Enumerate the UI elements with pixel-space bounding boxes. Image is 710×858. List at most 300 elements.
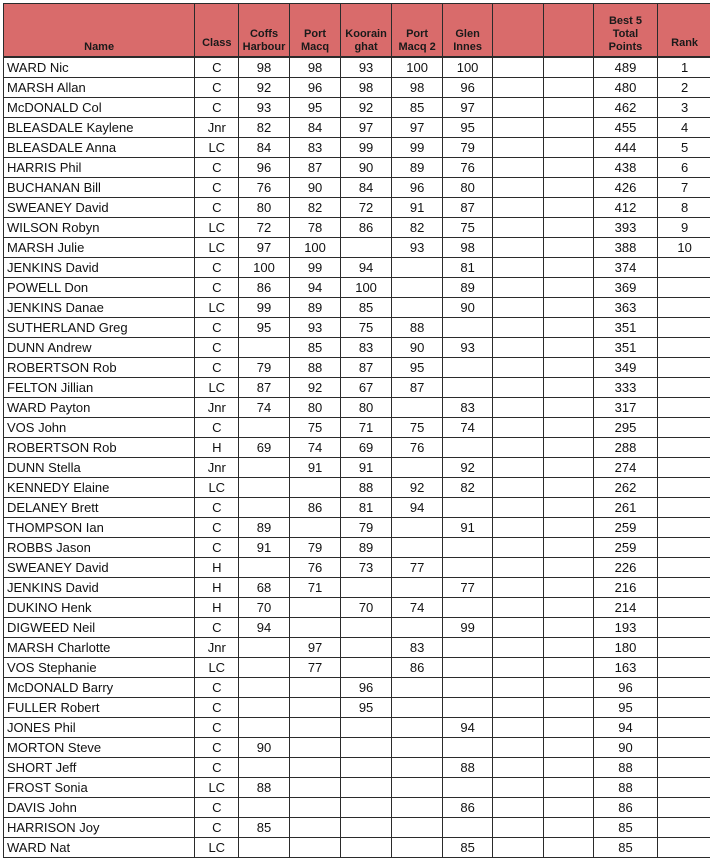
port-macq-2-cell: 89 <box>391 158 443 178</box>
glen-innes-cell: 88 <box>443 758 492 778</box>
best5-total-cell: 85 <box>593 838 657 858</box>
rank-cell <box>658 358 710 378</box>
coffs-harbour-cell: 99 <box>239 298 289 318</box>
port-macq-cell: 84 <box>289 118 341 138</box>
rank-cell <box>658 398 710 418</box>
coffs-harbour-cell <box>239 458 289 478</box>
coffs-harbour-cell: 86 <box>239 278 289 298</box>
rank-cell: 6 <box>658 158 710 178</box>
port-macq-2-cell <box>391 518 443 538</box>
class-cell: LC <box>195 138 239 158</box>
blank-cell <box>492 238 544 258</box>
class-cell: C <box>195 798 239 818</box>
coffs-harbour-cell: 97 <box>239 238 289 258</box>
best5-total-cell: 226 <box>593 558 657 578</box>
table-row <box>4 498 710 518</box>
port-macq-cell: 85 <box>289 338 341 358</box>
blank-cell <box>492 138 544 158</box>
blank-cell <box>492 818 544 838</box>
table-row <box>4 418 710 438</box>
blank-cell <box>544 318 593 338</box>
table-row <box>4 218 710 238</box>
name-cell: BUCHANAN Bill <box>4 178 195 198</box>
glen-innes-cell <box>443 818 492 838</box>
name-cell: WARD Nic <box>4 57 195 78</box>
port-macq-cell: 100 <box>289 238 341 258</box>
col-header-port-macq-2: Port Macq 2 <box>391 4 443 58</box>
port-macq-2-cell <box>391 698 443 718</box>
name-cell: JENKINS Danae <box>4 298 195 318</box>
coffs-harbour-cell: 80 <box>239 198 289 218</box>
rank-cell <box>658 598 710 618</box>
blank-cell <box>544 98 593 118</box>
best5-total-cell: 88 <box>593 758 657 778</box>
port-macq-2-cell: 95 <box>391 358 443 378</box>
rank-cell <box>658 338 710 358</box>
port-macq-cell <box>289 738 341 758</box>
best5-total-cell: 86 <box>593 798 657 818</box>
blank-cell <box>544 758 593 778</box>
coffs-harbour-cell: 87 <box>239 378 289 398</box>
class-cell: C <box>195 258 239 278</box>
blank-cell <box>492 578 544 598</box>
glen-innes-cell: 83 <box>443 398 492 418</box>
class-cell: C <box>195 78 239 98</box>
port-macq-2-cell: 92 <box>391 478 443 498</box>
class-cell: C <box>195 758 239 778</box>
blank-cell <box>492 778 544 798</box>
rank-cell <box>658 778 710 798</box>
blank-cell <box>492 498 544 518</box>
koorainghat-cell <box>341 238 391 258</box>
koorainghat-cell <box>341 818 391 838</box>
port-macq-cell: 79 <box>289 538 341 558</box>
blank-cell <box>544 78 593 98</box>
class-cell: Jnr <box>195 398 239 418</box>
blank-cell <box>492 198 544 218</box>
name-cell: MARSH Charlotte <box>4 638 195 658</box>
koorainghat-cell: 70 <box>341 598 391 618</box>
glen-innes-cell: 89 <box>443 278 492 298</box>
rank-cell <box>658 478 710 498</box>
name-cell: FROST Sonia <box>4 778 195 798</box>
best5-total-cell: 444 <box>593 138 657 158</box>
koorainghat-cell: 98 <box>341 78 391 98</box>
class-cell: C <box>195 618 239 638</box>
best5-total-cell: 374 <box>593 258 657 278</box>
blank-cell <box>544 118 593 138</box>
port-macq-2-cell: 100 <box>391 57 443 78</box>
class-cell: C <box>195 718 239 738</box>
blank-cell <box>544 138 593 158</box>
blank-cell <box>544 818 593 838</box>
name-cell: HARRIS Phil <box>4 158 195 178</box>
koorainghat-cell: 80 <box>341 398 391 418</box>
best5-total-cell: 295 <box>593 418 657 438</box>
coffs-harbour-cell: 96 <box>239 158 289 178</box>
table-row <box>4 78 710 98</box>
port-macq-2-cell: 76 <box>391 438 443 458</box>
koorainghat-cell <box>341 738 391 758</box>
class-cell: H <box>195 598 239 618</box>
blank-cell <box>492 558 544 578</box>
rank-cell <box>658 298 710 318</box>
koorainghat-cell: 71 <box>341 418 391 438</box>
coffs-harbour-cell <box>239 658 289 678</box>
name-cell: MARSH Julie <box>4 238 195 258</box>
blank-cell <box>544 238 593 258</box>
class-cell: LC <box>195 478 239 498</box>
rank-cell: 5 <box>658 138 710 158</box>
koorainghat-cell: 69 <box>341 438 391 458</box>
blank-cell <box>544 738 593 758</box>
coffs-harbour-cell <box>239 418 289 438</box>
coffs-harbour-cell <box>239 678 289 698</box>
blank-cell <box>544 678 593 698</box>
koorainghat-cell: 87 <box>341 358 391 378</box>
blank-cell <box>544 57 593 78</box>
port-macq-cell: 95 <box>289 98 341 118</box>
best5-total-cell: 180 <box>593 638 657 658</box>
blank-cell <box>492 178 544 198</box>
name-cell: ROBERTSON Rob <box>4 358 195 378</box>
blank-cell <box>492 538 544 558</box>
blank-cell <box>492 438 544 458</box>
glen-innes-cell: 76 <box>443 158 492 178</box>
port-macq-2-cell: 74 <box>391 598 443 618</box>
blank-cell <box>492 158 544 178</box>
coffs-harbour-cell: 98 <box>239 57 289 78</box>
best5-total-cell: 426 <box>593 178 657 198</box>
coffs-harbour-cell <box>239 798 289 818</box>
port-macq-2-cell <box>391 818 443 838</box>
port-macq-2-cell <box>391 258 443 278</box>
port-macq-cell: 97 <box>289 638 341 658</box>
blank-cell <box>544 198 593 218</box>
class-cell: LC <box>195 658 239 678</box>
port-macq-2-cell <box>391 778 443 798</box>
name-cell: WILSON Robyn <box>4 218 195 238</box>
glen-innes-cell: 74 <box>443 418 492 438</box>
rank-cell <box>658 498 710 518</box>
coffs-harbour-cell: 82 <box>239 118 289 138</box>
table-row <box>4 138 710 158</box>
table-row <box>4 598 710 618</box>
table-row <box>4 478 710 498</box>
blank-cell <box>492 798 544 818</box>
koorainghat-cell: 85 <box>341 298 391 318</box>
port-macq-cell <box>289 718 341 738</box>
name-cell: DELANEY Brett <box>4 498 195 518</box>
blank-cell <box>544 698 593 718</box>
glen-innes-cell: 93 <box>443 338 492 358</box>
rank-cell: 3 <box>658 98 710 118</box>
coffs-harbour-cell: 88 <box>239 778 289 798</box>
rank-cell: 7 <box>658 178 710 198</box>
table-row <box>4 258 710 278</box>
rank-cell <box>658 558 710 578</box>
port-macq-2-cell <box>391 538 443 558</box>
class-cell: H <box>195 438 239 458</box>
table-row <box>4 638 710 658</box>
best5-total-cell: 351 <box>593 338 657 358</box>
glen-innes-cell: 80 <box>443 178 492 198</box>
best5-total-cell: 90 <box>593 738 657 758</box>
blank-cell <box>492 118 544 138</box>
rank-cell <box>658 458 710 478</box>
name-cell: THOMPSON Ian <box>4 518 195 538</box>
blank-cell <box>492 298 544 318</box>
blank-cell <box>544 358 593 378</box>
name-cell: JONES Phil <box>4 718 195 738</box>
rank-cell <box>658 678 710 698</box>
blank-cell <box>492 758 544 778</box>
koorainghat-cell: 90 <box>341 158 391 178</box>
name-cell: DAVIS John <box>4 798 195 818</box>
blank-cell <box>492 618 544 638</box>
blank-cell <box>544 578 593 598</box>
port-macq-cell: 90 <box>289 178 341 198</box>
best5-total-cell: 214 <box>593 598 657 618</box>
glen-innes-cell: 90 <box>443 298 492 318</box>
port-macq-2-cell <box>391 758 443 778</box>
glen-innes-cell: 77 <box>443 578 492 598</box>
name-cell: WARD Nat <box>4 838 195 858</box>
port-macq-cell: 77 <box>289 658 341 678</box>
name-cell: WARD Payton <box>4 398 195 418</box>
port-macq-cell: 98 <box>289 57 341 78</box>
rank-cell <box>658 418 710 438</box>
best5-total-cell: 388 <box>593 238 657 258</box>
koorainghat-cell: 81 <box>341 498 391 518</box>
port-macq-2-cell: 82 <box>391 218 443 238</box>
port-macq-2-cell: 94 <box>391 498 443 518</box>
glen-innes-cell: 100 <box>443 57 492 78</box>
name-cell: VOS Stephanie <box>4 658 195 678</box>
class-cell: C <box>195 57 239 78</box>
class-cell: C <box>195 498 239 518</box>
name-cell: BLEASDALE Anna <box>4 138 195 158</box>
best5-total-cell: 216 <box>593 578 657 598</box>
best5-total-cell: 274 <box>593 458 657 478</box>
rank-cell: 10 <box>658 238 710 258</box>
koorainghat-cell: 99 <box>341 138 391 158</box>
name-cell: VOS John <box>4 418 195 438</box>
blank-cell <box>544 298 593 318</box>
class-cell: H <box>195 558 239 578</box>
table-row <box>4 458 710 478</box>
table-row <box>4 578 710 598</box>
glen-innes-cell <box>443 438 492 458</box>
glen-innes-cell <box>443 378 492 398</box>
glen-innes-cell: 99 <box>443 618 492 638</box>
rank-cell <box>658 698 710 718</box>
class-cell: C <box>195 278 239 298</box>
coffs-harbour-cell: 84 <box>239 138 289 158</box>
table-row <box>4 118 710 138</box>
blank-cell <box>544 538 593 558</box>
koorainghat-cell: 92 <box>341 98 391 118</box>
col-header-name: Name <box>4 4 195 58</box>
blank-cell <box>492 658 544 678</box>
port-macq-2-cell: 86 <box>391 658 443 678</box>
rank-cell <box>658 438 710 458</box>
port-macq-2-cell: 99 <box>391 138 443 158</box>
koorainghat-cell <box>341 798 391 818</box>
port-macq-2-cell: 93 <box>391 238 443 258</box>
table-row <box>4 198 710 218</box>
glen-innes-cell <box>443 538 492 558</box>
glen-innes-cell: 95 <box>443 118 492 138</box>
blank-cell <box>544 418 593 438</box>
rank-cell <box>658 518 710 538</box>
koorainghat-cell <box>341 718 391 738</box>
port-macq-cell: 76 <box>289 558 341 578</box>
name-cell: MARSH Allan <box>4 78 195 98</box>
name-cell: MORTON Steve <box>4 738 195 758</box>
rank-cell: 8 <box>658 198 710 218</box>
best5-total-cell: 455 <box>593 118 657 138</box>
port-macq-cell <box>289 598 341 618</box>
blank-cell <box>544 598 593 618</box>
port-macq-cell <box>289 818 341 838</box>
coffs-harbour-cell: 74 <box>239 398 289 418</box>
coffs-harbour-cell <box>239 558 289 578</box>
col-header-blank-2 <box>544 4 593 58</box>
glen-innes-cell <box>443 738 492 758</box>
blank-cell <box>492 338 544 358</box>
name-cell: ROBBS Jason <box>4 538 195 558</box>
port-macq-2-cell: 96 <box>391 178 443 198</box>
class-cell: C <box>195 358 239 378</box>
blank-cell <box>544 718 593 738</box>
coffs-harbour-cell: 100 <box>239 258 289 278</box>
col-header-port-macq: Port Macq <box>289 4 341 58</box>
koorainghat-cell: 89 <box>341 538 391 558</box>
best5-total-cell: 480 <box>593 78 657 98</box>
port-macq-2-cell: 85 <box>391 98 443 118</box>
glen-innes-cell: 85 <box>443 838 492 858</box>
blank-cell <box>544 658 593 678</box>
table-row <box>4 98 710 118</box>
header-row <box>4 4 710 58</box>
name-cell: DUNN Stella <box>4 458 195 478</box>
name-cell: FULLER Robert <box>4 698 195 718</box>
name-cell: POWELL Don <box>4 278 195 298</box>
koorainghat-cell <box>341 578 391 598</box>
rank-cell <box>658 538 710 558</box>
coffs-harbour-cell: 69 <box>239 438 289 458</box>
rank-cell <box>658 318 710 338</box>
coffs-harbour-cell: 90 <box>239 738 289 758</box>
name-cell: SUTHERLAND Greg <box>4 318 195 338</box>
port-macq-cell <box>289 618 341 638</box>
best5-total-cell: 95 <box>593 698 657 718</box>
col-header-coffs-harbour: Coffs Harbour <box>239 4 289 58</box>
class-cell: C <box>195 338 239 358</box>
blank-cell <box>544 518 593 538</box>
port-macq-cell: 80 <box>289 398 341 418</box>
port-macq-2-cell <box>391 618 443 638</box>
port-macq-cell <box>289 758 341 778</box>
port-macq-cell <box>289 678 341 698</box>
blank-cell <box>492 678 544 698</box>
port-macq-2-cell <box>391 718 443 738</box>
port-macq-2-cell: 77 <box>391 558 443 578</box>
results-table <box>3 3 710 858</box>
coffs-harbour-cell <box>239 698 289 718</box>
name-cell: SHORT Jeff <box>4 758 195 778</box>
port-macq-cell: 94 <box>289 278 341 298</box>
table-row <box>4 758 710 778</box>
blank-cell <box>544 398 593 418</box>
class-cell: C <box>195 198 239 218</box>
best5-total-cell: 369 <box>593 278 657 298</box>
port-macq-cell: 99 <box>289 258 341 278</box>
table-row <box>4 398 710 418</box>
table-row <box>4 178 710 198</box>
koorainghat-cell: 67 <box>341 378 391 398</box>
blank-cell <box>544 798 593 818</box>
port-macq-2-cell <box>391 458 443 478</box>
koorainghat-cell: 75 <box>341 318 391 338</box>
coffs-harbour-cell: 72 <box>239 218 289 238</box>
best5-total-cell: 163 <box>593 658 657 678</box>
rank-cell: 1 <box>658 57 710 78</box>
col-header-best5-total: Best 5 Total Points <box>593 4 657 58</box>
port-macq-cell <box>289 778 341 798</box>
blank-cell <box>492 418 544 438</box>
class-cell: C <box>195 818 239 838</box>
glen-innes-cell: 98 <box>443 238 492 258</box>
name-cell: DUNN Andrew <box>4 338 195 358</box>
coffs-harbour-cell: 91 <box>239 538 289 558</box>
blank-cell <box>544 338 593 358</box>
coffs-harbour-cell: 85 <box>239 818 289 838</box>
port-macq-cell: 71 <box>289 578 341 598</box>
glen-innes-cell: 97 <box>443 98 492 118</box>
glen-innes-cell: 94 <box>443 718 492 738</box>
port-macq-2-cell: 75 <box>391 418 443 438</box>
port-macq-2-cell <box>391 578 443 598</box>
blank-cell <box>492 78 544 98</box>
class-cell: C <box>195 698 239 718</box>
coffs-harbour-cell: 79 <box>239 358 289 378</box>
blank-cell <box>492 478 544 498</box>
coffs-harbour-cell: 76 <box>239 178 289 198</box>
class-cell: C <box>195 678 239 698</box>
rank-cell <box>658 578 710 598</box>
best5-total-cell: 438 <box>593 158 657 178</box>
port-macq-2-cell: 91 <box>391 198 443 218</box>
port-macq-cell: 96 <box>289 78 341 98</box>
table-row <box>4 818 710 838</box>
rank-cell: 2 <box>658 78 710 98</box>
blank-cell <box>492 358 544 378</box>
col-header-koorainghat: Koorain ghat <box>341 4 391 58</box>
glen-innes-cell: 75 <box>443 218 492 238</box>
coffs-harbour-cell: 94 <box>239 618 289 638</box>
table-row <box>4 378 710 398</box>
koorainghat-cell <box>341 658 391 678</box>
glen-innes-cell <box>443 598 492 618</box>
best5-total-cell: 393 <box>593 218 657 238</box>
rank-cell: 9 <box>658 218 710 238</box>
coffs-harbour-cell <box>239 718 289 738</box>
best5-total-cell: 262 <box>593 478 657 498</box>
coffs-harbour-cell: 93 <box>239 98 289 118</box>
rank-cell <box>658 658 710 678</box>
